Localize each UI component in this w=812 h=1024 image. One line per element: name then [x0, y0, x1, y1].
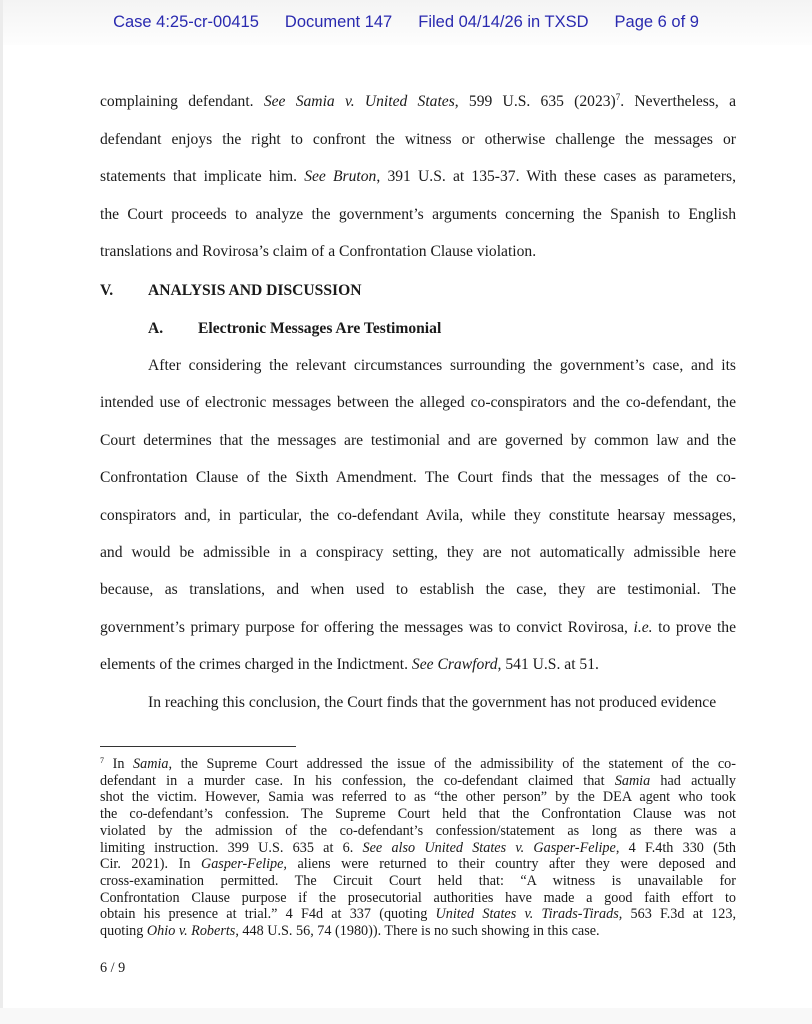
text-run: . Nevertheless, a — [620, 93, 736, 110]
text-line — [148, 693, 736, 713]
text-run: the Court proceeds to analyze the government’s arguments concerning the Spanish to English — [100, 205, 736, 223]
text-run: translations and Rovirosa’s claim of a Confrontation Clause violation. — [100, 243, 537, 261]
italic-citation: See also United States v. Gasper-Felipe — [362, 839, 616, 856]
italic-citation: i.e. — [633, 618, 653, 636]
italic-citation: See Crawford, — [411, 656, 502, 674]
footnote-number: 7 — [100, 756, 104, 765]
text-run: obtain his presence at trial.” 4 F4d at 337 (quoting — [100, 906, 436, 923]
text-run: because, as translations, and when used to establish the case, they are testimonial. The — [100, 581, 736, 599]
italic-citation: United States v. Tirads-Tirads, — [435, 906, 623, 923]
filed-date: Filed 04/14/26 in TXSD — [418, 13, 589, 31]
text-line — [100, 543, 736, 563]
text-run: defendant enjoys the right to confront the witness or otherwise challenge the messages or — [100, 130, 736, 148]
text-run: , 448 U.S. 56, 74 (1980)). There is no such showing in this case. — [235, 923, 600, 939]
subsection-letter: A. — [148, 320, 164, 337]
text-run: complaining defendant. — [100, 93, 264, 110]
text-run: to prove the — [652, 618, 736, 636]
section-heading: ANALYSIS AND DISCUSSION — [148, 282, 362, 299]
text-run: and would be admissible in a conspiracy setting, they are not automatically admissible here — [100, 544, 736, 561]
text-run: shot the victim. However, Samia was referred to as “the other person” by the DEA agent who took — [100, 789, 736, 806]
page-number: 6 / 9 — [100, 960, 126, 976]
text-line — [100, 130, 736, 150]
section-number: V. — [100, 282, 114, 299]
footnote-line — [100, 789, 736, 806]
subsection-heading: Electronic Messages Are Testimonial — [198, 320, 442, 337]
text-run: had actually — [650, 772, 737, 789]
document-number: Document 147 — [284, 13, 393, 31]
case-number: Case 4:25-cr-00415 — [113, 13, 259, 31]
text-run: government’s primary purpose for offering the messages was to convict Rovirosa, — [100, 618, 634, 636]
text-line — [100, 393, 736, 413]
text-run: conspirators and, in particular, the co-defendant Avila, while they constitute hearsay messages, — [100, 506, 736, 524]
footnote-line — [100, 856, 736, 873]
text-run: In reaching this conclusion, the Court finds that the government has not produced evidence — [148, 694, 717, 711]
page-edge — [0, 0, 3, 1024]
text-run: Court determines that the messages are testimonial and are governed by common law and the — [100, 431, 736, 449]
text-run: 541 U.S. at 51. — [501, 656, 599, 674]
text-run: Cir. 2021). In — [100, 856, 201, 873]
italic-citation: Samia — [614, 772, 651, 789]
text-run: aliens were returned to their country after they were deposed and — [286, 856, 737, 873]
text-run: , 599 U.S. 635 (2023) — [454, 93, 616, 110]
text-run: defendant in a murder case. In his confession, the co-defendant claimed that — [100, 772, 615, 789]
text-run: elements of the crimes charged in the Indictment. — [100, 656, 412, 674]
text-run: Confrontation Clause purpose if the prosecutorial authorities have made a good faith effort to — [100, 889, 736, 906]
text-run: intended use of electronic messages between the alleged co-conspirators and the co-defendant, the — [100, 394, 736, 412]
text-run: After considering the relevant circumstances surrounding the government’s case, and its — [148, 357, 736, 374]
text-line — [148, 356, 736, 376]
text-line — [100, 92, 736, 112]
text-line — [100, 506, 736, 526]
italic-citation: See Bruton — [304, 168, 377, 186]
text-line — [100, 618, 736, 638]
page-indicator: Page 6 of 9 — [614, 13, 699, 31]
text-run: limiting instruction. 399 U.S. 635 at 6. — [100, 839, 363, 856]
text-line — [100, 242, 736, 262]
text-run: , the Supreme Court addressed the issue of the admissibility of the statement of the co- — [168, 756, 736, 772]
text-run: 563 F.3d at 123, — [622, 906, 737, 923]
text-run: In — [104, 756, 134, 772]
footnote-line — [100, 823, 736, 840]
text-run: , 4 F.4th 330 (5th — [615, 839, 736, 856]
text-line — [100, 205, 736, 225]
text-run: Confrontation Clause of the Sixth Amendment. The Court finds that the messages of the co- — [100, 469, 736, 487]
text-line — [100, 468, 736, 488]
footnote-line — [100, 923, 736, 940]
footnote-line — [100, 906, 736, 923]
text-line — [100, 167, 736, 187]
footnote-line — [100, 773, 736, 790]
ecf-header — [0, 8, 812, 36]
italic-citation: Ohio v. Roberts — [146, 923, 236, 939]
footnote-line — [100, 890, 736, 907]
text-run: quoting — [100, 923, 147, 939]
text-line — [100, 580, 736, 600]
viewer-bottom-bar — [0, 1008, 812, 1024]
italic-citation: Gasper-Felipe, — [200, 856, 287, 873]
text-run: statements that implicate him. — [100, 168, 305, 186]
italic-citation: See Samia v. United States — [263, 93, 455, 110]
text-run: , 391 U.S. at 135-37. With these cases as parameters, — [376, 168, 736, 186]
italic-citation: Samia — [133, 756, 169, 772]
text-line — [100, 431, 736, 451]
footnote-line — [100, 873, 736, 890]
footnote-line — [100, 840, 736, 857]
footnote-line — [100, 806, 736, 823]
text-run: the co-defendant’s confession. The Supreme Court held that the Confrontation Clause was not — [100, 806, 736, 823]
text-run: violated by the admission of the co-defendant’s confession/statement as long as there was a — [100, 822, 736, 839]
text-line — [100, 655, 736, 675]
footnote-divider — [100, 746, 296, 747]
footnote-reference: 7 — [615, 92, 621, 102]
footnote-line — [100, 756, 736, 773]
text-run: cross-examination permitted. The Circuit Court held that: “A witness is unavailable for — [100, 872, 736, 889]
